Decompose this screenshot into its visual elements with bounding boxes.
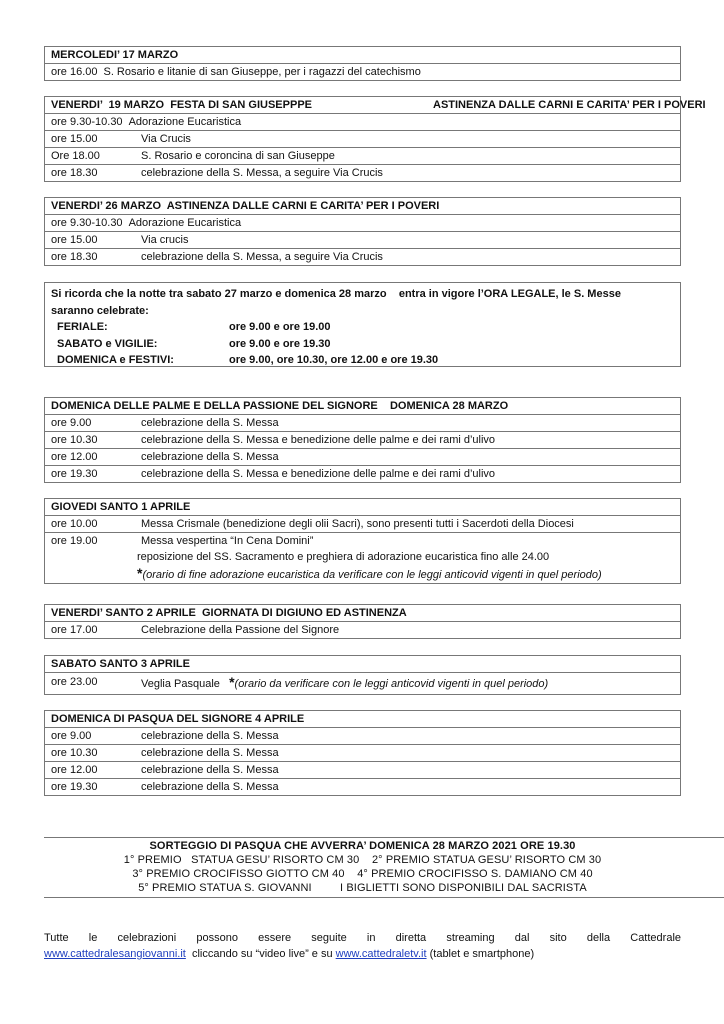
table-row (45, 114, 680, 131)
notice-label: SABATO e VIGILIE: (57, 337, 158, 350)
description-line (137, 565, 680, 583)
event-description (141, 622, 680, 638)
event-time: ore 18.30 (51, 167, 98, 179)
table-header (45, 711, 680, 728)
description-text: Veglia Pasquale (141, 678, 230, 690)
description-text: celebrazione della S. Messa (141, 781, 279, 793)
table-header (45, 605, 680, 622)
table-header (45, 198, 680, 215)
table-row (45, 762, 680, 779)
table-header (45, 398, 680, 415)
description-line (141, 762, 680, 778)
description-line (141, 533, 680, 549)
event-description (141, 466, 680, 482)
raffle-prizes: 3° PREMIO CROCIFISSO GIOTTO CM 40 4° PREMIO CROCIFISSO S. DAMIANO CM 40 (132, 868, 593, 880)
description-line: reposizione del SS. Sacramento e preghiera di adorazione eucaristica fino alle 24.00 (137, 551, 550, 563)
asterisk-icon: * (137, 565, 143, 581)
schedule-table (44, 710, 681, 796)
schedule-table (44, 96, 706, 182)
schedule-table (44, 197, 681, 266)
description-line (141, 415, 680, 431)
table-row (45, 249, 680, 265)
description-line (141, 466, 680, 482)
description-text: celebrazione della S. Messa (141, 451, 279, 463)
streaming-text: (tablet e smartphone) (426, 948, 535, 960)
event-time: ore 9.00 (51, 417, 92, 429)
asterisk-icon: * (229, 674, 235, 690)
table-header (45, 47, 680, 64)
event-time: ore 9.00 (51, 730, 92, 742)
description-text: Adorazione Eucaristica (128, 217, 242, 229)
header-title: VENERDI’ 26 MARZO ASTINENZA DALLE CARNI E CARITA’ PER I POVERI (51, 200, 440, 212)
description-text: S. Rosario e litanie di san Giuseppe, per i ragazzi del catechismo (103, 66, 421, 78)
event-description (103, 64, 680, 80)
notice-value: ore 9.00 e ore 19.00 (229, 321, 331, 333)
event-description (129, 215, 680, 231)
cathedral-tv-link[interactable]: www.cattedraletv.it (335, 948, 427, 960)
table-row (45, 673, 680, 694)
event-description (141, 449, 680, 465)
table-row (45, 728, 680, 745)
raffle-prizes: 5° PREMIO STATUA S. GIOVANNI I BIGLIETTI SONO DISPONIBILI DAL SACRISTA (138, 882, 587, 894)
schedule-table (44, 46, 681, 81)
table-row (45, 215, 680, 232)
streaming-text: cliccando su “video live” e su (185, 948, 336, 960)
table-row (45, 449, 680, 466)
table-row (45, 622, 680, 638)
event-description (141, 728, 680, 744)
event-time: Ore 18.00 (51, 150, 100, 162)
description-text: celebrazione della S. Messa (141, 747, 279, 759)
schedule-table (44, 655, 681, 695)
description-line (141, 432, 680, 448)
description-line (103, 64, 680, 80)
description-text: Messa Crismale (benedizione degli olii Sacri), sono presenti tutti i Sacerdoti della Diocesi (141, 518, 574, 530)
divider (44, 837, 724, 838)
raffle-title: SORTEGGIO DI PASQUA CHE AVVERRA’ DOMENICA 28 MARZO 2021 ORE 19.30 (149, 840, 576, 852)
event-description (141, 165, 680, 181)
event-description (141, 148, 680, 164)
event-time: ore 23.00 (51, 676, 98, 688)
description-text: Via crucis (141, 234, 189, 246)
streaming-note: Tutte le celebrazioni possono essere seguite in diretta streaming dal sito della Cattedrale (44, 932, 681, 944)
event-time: ore 10.30 (51, 747, 98, 759)
header-title: VENERDI’ 19 MARZO FESTA DI SAN GIUSEPPPE (51, 99, 312, 111)
event-description (129, 114, 680, 130)
event-description (141, 516, 680, 532)
description-text: celebrazione della S. Messa, a seguire Via Crucis (141, 251, 383, 263)
description-line (141, 673, 680, 694)
event-time: ore 19.00 (51, 535, 98, 547)
description-line (141, 622, 680, 638)
event-description (141, 131, 680, 147)
event-time: ore 12.00 (51, 764, 98, 776)
description-text: Adorazione Eucaristica (128, 116, 242, 128)
description-text: Via Crucis (141, 133, 191, 145)
event-time: ore 10.30 (51, 434, 98, 446)
schedule-table (44, 604, 681, 639)
divider (44, 897, 724, 898)
description-line (141, 779, 680, 795)
event-description (137, 533, 680, 583)
covid-note: (orario da verificare con le leggi anticovid vigenti in quel periodo) (234, 678, 549, 690)
table-row (45, 779, 680, 795)
description-text: celebrazione della S. Messa (141, 417, 279, 429)
event-description (141, 432, 680, 448)
table-row (45, 516, 680, 533)
table-row (45, 232, 680, 249)
header-title: DOMENICA DELLE PALME E DELLA PASSIONE DEL SIGNORE DOMENICA 28 MARZO (51, 400, 509, 412)
notice-value: ore 9.00 e ore 19.30 (229, 337, 331, 350)
notice-label: FERIALE: (57, 321, 108, 333)
description-text: celebrazione della S. Messa (141, 730, 279, 742)
table-header (45, 499, 680, 516)
header-note: ASTINENZA DALLE CARNI E CARITA’ PER I POVERI (433, 99, 706, 111)
covid-note: (orario di fine adorazione eucaristica da verificare con le leggi anticovid vigenti in quel periodo) (142, 569, 602, 581)
event-time: ore 19.30 (51, 781, 98, 793)
description-text: S. Rosario e coroncina di san Giuseppe (141, 150, 335, 162)
event-time: ore 15.00 (51, 234, 98, 246)
cathedral-site-link[interactable]: www.cattedralesangiovanni.it (44, 948, 186, 960)
event-time: ore 18.30 (51, 251, 98, 263)
event-time: ore 19.30 (51, 468, 98, 480)
event-time: ore 12.00 (51, 451, 98, 463)
table-row (45, 466, 680, 482)
table-header (45, 656, 680, 673)
event-time: ore 10.00 (51, 518, 98, 530)
description-line (141, 165, 680, 181)
description-text: Celebrazione della Passione del Signore (141, 624, 340, 636)
table-row (45, 148, 680, 165)
header-title: GIOVEDI SANTO 1 APRILE (51, 501, 191, 513)
table-row (45, 64, 680, 80)
table-row (45, 533, 680, 583)
schedule-table (44, 498, 681, 584)
description-line (141, 148, 680, 164)
raffle-prizes: 1° PREMIO STATUA GESU’ RISORTO CM 30 2° PREMIO STATUA GESU’ RISORTO CM 30 (123, 854, 602, 866)
table-header (45, 97, 706, 114)
description-text: celebrazione della S. Messa, a seguire Via Crucis (141, 167, 383, 179)
event-time: ore 16.00 (51, 66, 98, 78)
description-text: celebrazione della S. Messa (141, 764, 279, 776)
header-title: SABATO SANTO 3 APRILE (51, 658, 190, 670)
event-time: ore 15.00 (51, 133, 98, 145)
notice-label: DOMENICA e FESTIVI: (57, 354, 174, 366)
description-text: celebrazione della S. Messa e benedizione delle palme e dei rami d’ulivo (141, 468, 496, 480)
description-text: Messa vespertina “In Cena Domini” (141, 535, 314, 547)
description-line (141, 232, 680, 248)
table-row (45, 432, 680, 449)
description-line (141, 449, 680, 465)
description-line (141, 516, 680, 532)
streaming-links (44, 946, 534, 962)
description-line (141, 745, 680, 761)
description-line (141, 249, 680, 265)
description-line (129, 215, 680, 231)
schedule-table (44, 397, 681, 483)
notice-intro: Si ricorda che la notte tra sabato 27 marzo e domenica 28 marzo entra in vigore l’ORA LEGALE, le S. Messe (51, 288, 621, 300)
description-text: celebrazione della S. Messa e benedizione delle palme e dei rami d’ulivo (141, 434, 496, 446)
table-row (45, 131, 680, 148)
daylight-saving-notice (44, 282, 681, 367)
table-row (45, 165, 680, 181)
description-line (129, 114, 680, 130)
event-description (141, 249, 680, 265)
event-description (141, 415, 680, 431)
event-description (141, 762, 680, 778)
table-row (45, 745, 680, 762)
event-time: ore 17.00 (51, 624, 98, 636)
table-row (45, 415, 680, 432)
event-description (141, 232, 680, 248)
header-title: VENERDI’ SANTO 2 APRILE GIORNATA DI DIGIUNO ED ASTINENZA (51, 607, 407, 619)
event-time: ore 9.30-10.30 (51, 116, 123, 128)
notice-value: ore 9.00, ore 10.30, ore 12.00 e ore 19.30 (229, 354, 439, 366)
header-title: DOMENICA DI PASQUA DEL SIGNORE 4 APRILE (51, 713, 305, 725)
event-description (141, 745, 680, 761)
event-description (141, 779, 680, 795)
notice-intro-cont: saranno celebrate: (51, 304, 149, 317)
event-description (141, 673, 680, 694)
event-time: ore 9.30-10.30 (51, 217, 123, 229)
header-title: MERCOLEDI’ 17 MARZO (51, 49, 179, 61)
description-line (141, 728, 680, 744)
description-line (141, 131, 680, 147)
